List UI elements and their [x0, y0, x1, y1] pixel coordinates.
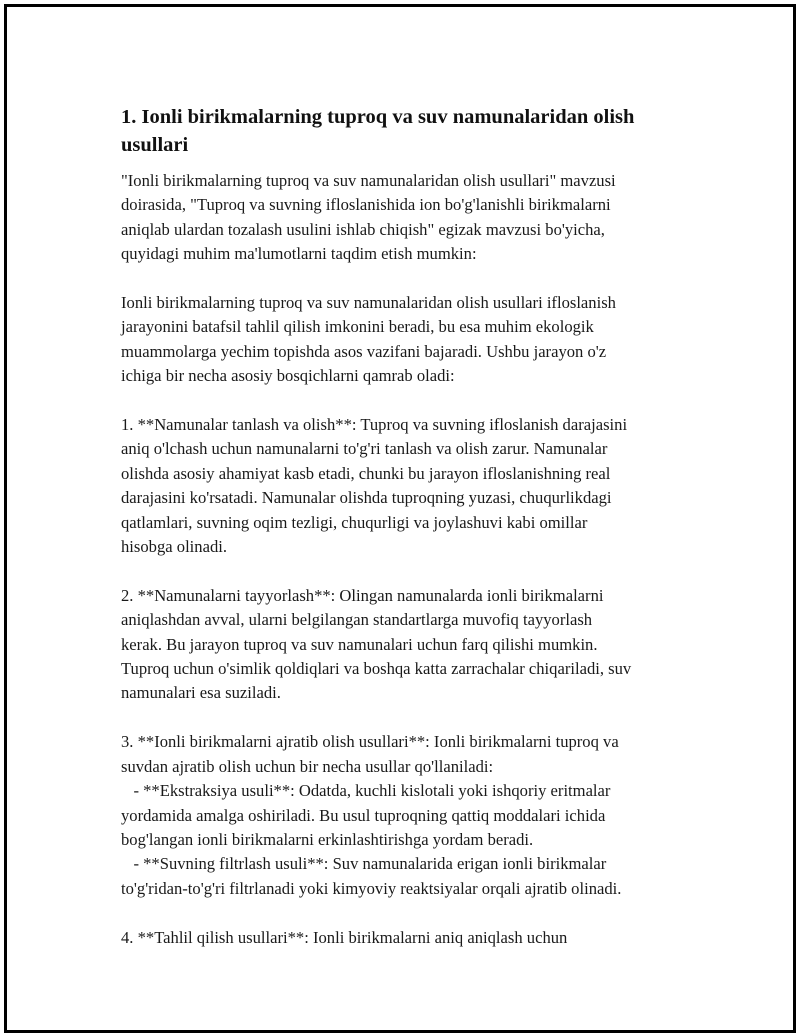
text-line: to'g'ridan-to'g'ri filtrlanadi yoki kimyoviy reaktsiyalar orqali ajratib olinadi.: [121, 878, 622, 898]
page-frame: [4, 4, 796, 1033]
text-line: darajasini ko'rsatadi. Namunalar olishda tuproqning yuzasi, chuqurlikdagi: [121, 488, 612, 508]
text-line: Ionli birikmalarning tuproq va suv namunalaridan olish usullari ifloslanish: [121, 293, 616, 313]
text-line: quyidagi muhim ma'lumotlarni taqdim etish mumkin:: [121, 244, 477, 264]
text-line: qatlamlari, suvning oqim tezligi, chuqurligi va joylashuvi kabi omillar: [121, 512, 588, 532]
step-3-paragraph: [121, 730, 705, 901]
text-line: suvdan ajratib olish uchun bir necha usullar qo'llaniladi:: [121, 756, 494, 776]
step-2-paragraph: [121, 584, 705, 706]
heading-line: 1. Ionli birikmalarning tuproq va suv namunalaridan olish: [121, 106, 635, 128]
intro-paragraph: [121, 169, 705, 267]
text-line: 3. **Ionli birikmalarni ajratib olish usullari**: Ionli birikmalarni tuproq va: [121, 732, 619, 752]
section-heading: [121, 103, 705, 159]
text-line: yordamida amalga oshiriladi. Bu usul tuproqning qattiq moddalari ichida: [121, 805, 606, 825]
text-line: doirasida, "Tuproq va suvning ifloslanishida ion bo'g'lanishli birikmalarni: [121, 195, 611, 215]
text-line: aniqlashdan avval, ularni belgilangan standartlarga muvofiq tayyorlash: [121, 610, 593, 630]
text-line: namunalari esa suziladi.: [121, 683, 281, 703]
text-line: kerak. Bu jarayon tuproq va suv namunalari uchun farq qilishi mumkin.: [121, 634, 598, 654]
text-line: 4. **Tahlil qilish usullari**: Ionli birikmalarni aniq aniqlash uchun: [121, 927, 568, 947]
text-line: 1. **Namunalar tanlash va olish**: Tuproq va suvning ifloslanish darajasini: [121, 415, 628, 435]
step-4-paragraph: [121, 926, 705, 950]
text-line: jarayonini batafsil tahlil qilish imkonini beradi, bu esa muhim ekologik: [121, 317, 594, 337]
text-line: 2. **Namunalarni tayyorlash**: Olingan namunalarda ionli birikmalarni: [121, 585, 604, 605]
heading-line: usullari: [121, 134, 189, 156]
text-line: olishda asosiy ahamiyat kasb etadi, chunki bu jarayon ifloslanishning real: [121, 463, 611, 483]
text-line: Tuproq uchun o'simlik qoldiqlari va boshqa katta zarrachalar chiqariladi, suv: [121, 659, 632, 679]
step-1-paragraph: [121, 413, 705, 559]
text-line: "Ionli birikmalarning tuproq va suv namunalaridan olish usullari" mavzusi: [121, 171, 616, 190]
document-body: [121, 103, 705, 974]
text-line: aniq o'lchash uchun namunalarni to'g'ri tanlash va olish zarur. Namunalar: [121, 439, 608, 459]
text-line: muammolarga yechim topishda asos vazifani bajaradi. Ushbu jarayon o'z: [121, 341, 607, 361]
text-line: - **Suvning filtrlash usuli**: Suv namunalarida erigan ionli birikmalar: [121, 854, 607, 874]
overview-paragraph: [121, 291, 705, 389]
text-line: ichiga bir necha asosiy bosqichlarni qamrab oladi:: [121, 366, 455, 386]
text-line: - **Ekstraksiya usuli**: Odatda, kuchli kislotali yoki ishqoriy eritmalar: [121, 781, 611, 801]
text-line: bog'langan ionli birikmalarni erkinlashtirishga yordam beradi.: [121, 829, 534, 849]
text-line: aniqlab ulardan tozalash usulini ishlab chiqish" egizak mavzusi bo'yicha,: [121, 219, 605, 239]
text-line: hisobga olinadi.: [121, 537, 228, 557]
